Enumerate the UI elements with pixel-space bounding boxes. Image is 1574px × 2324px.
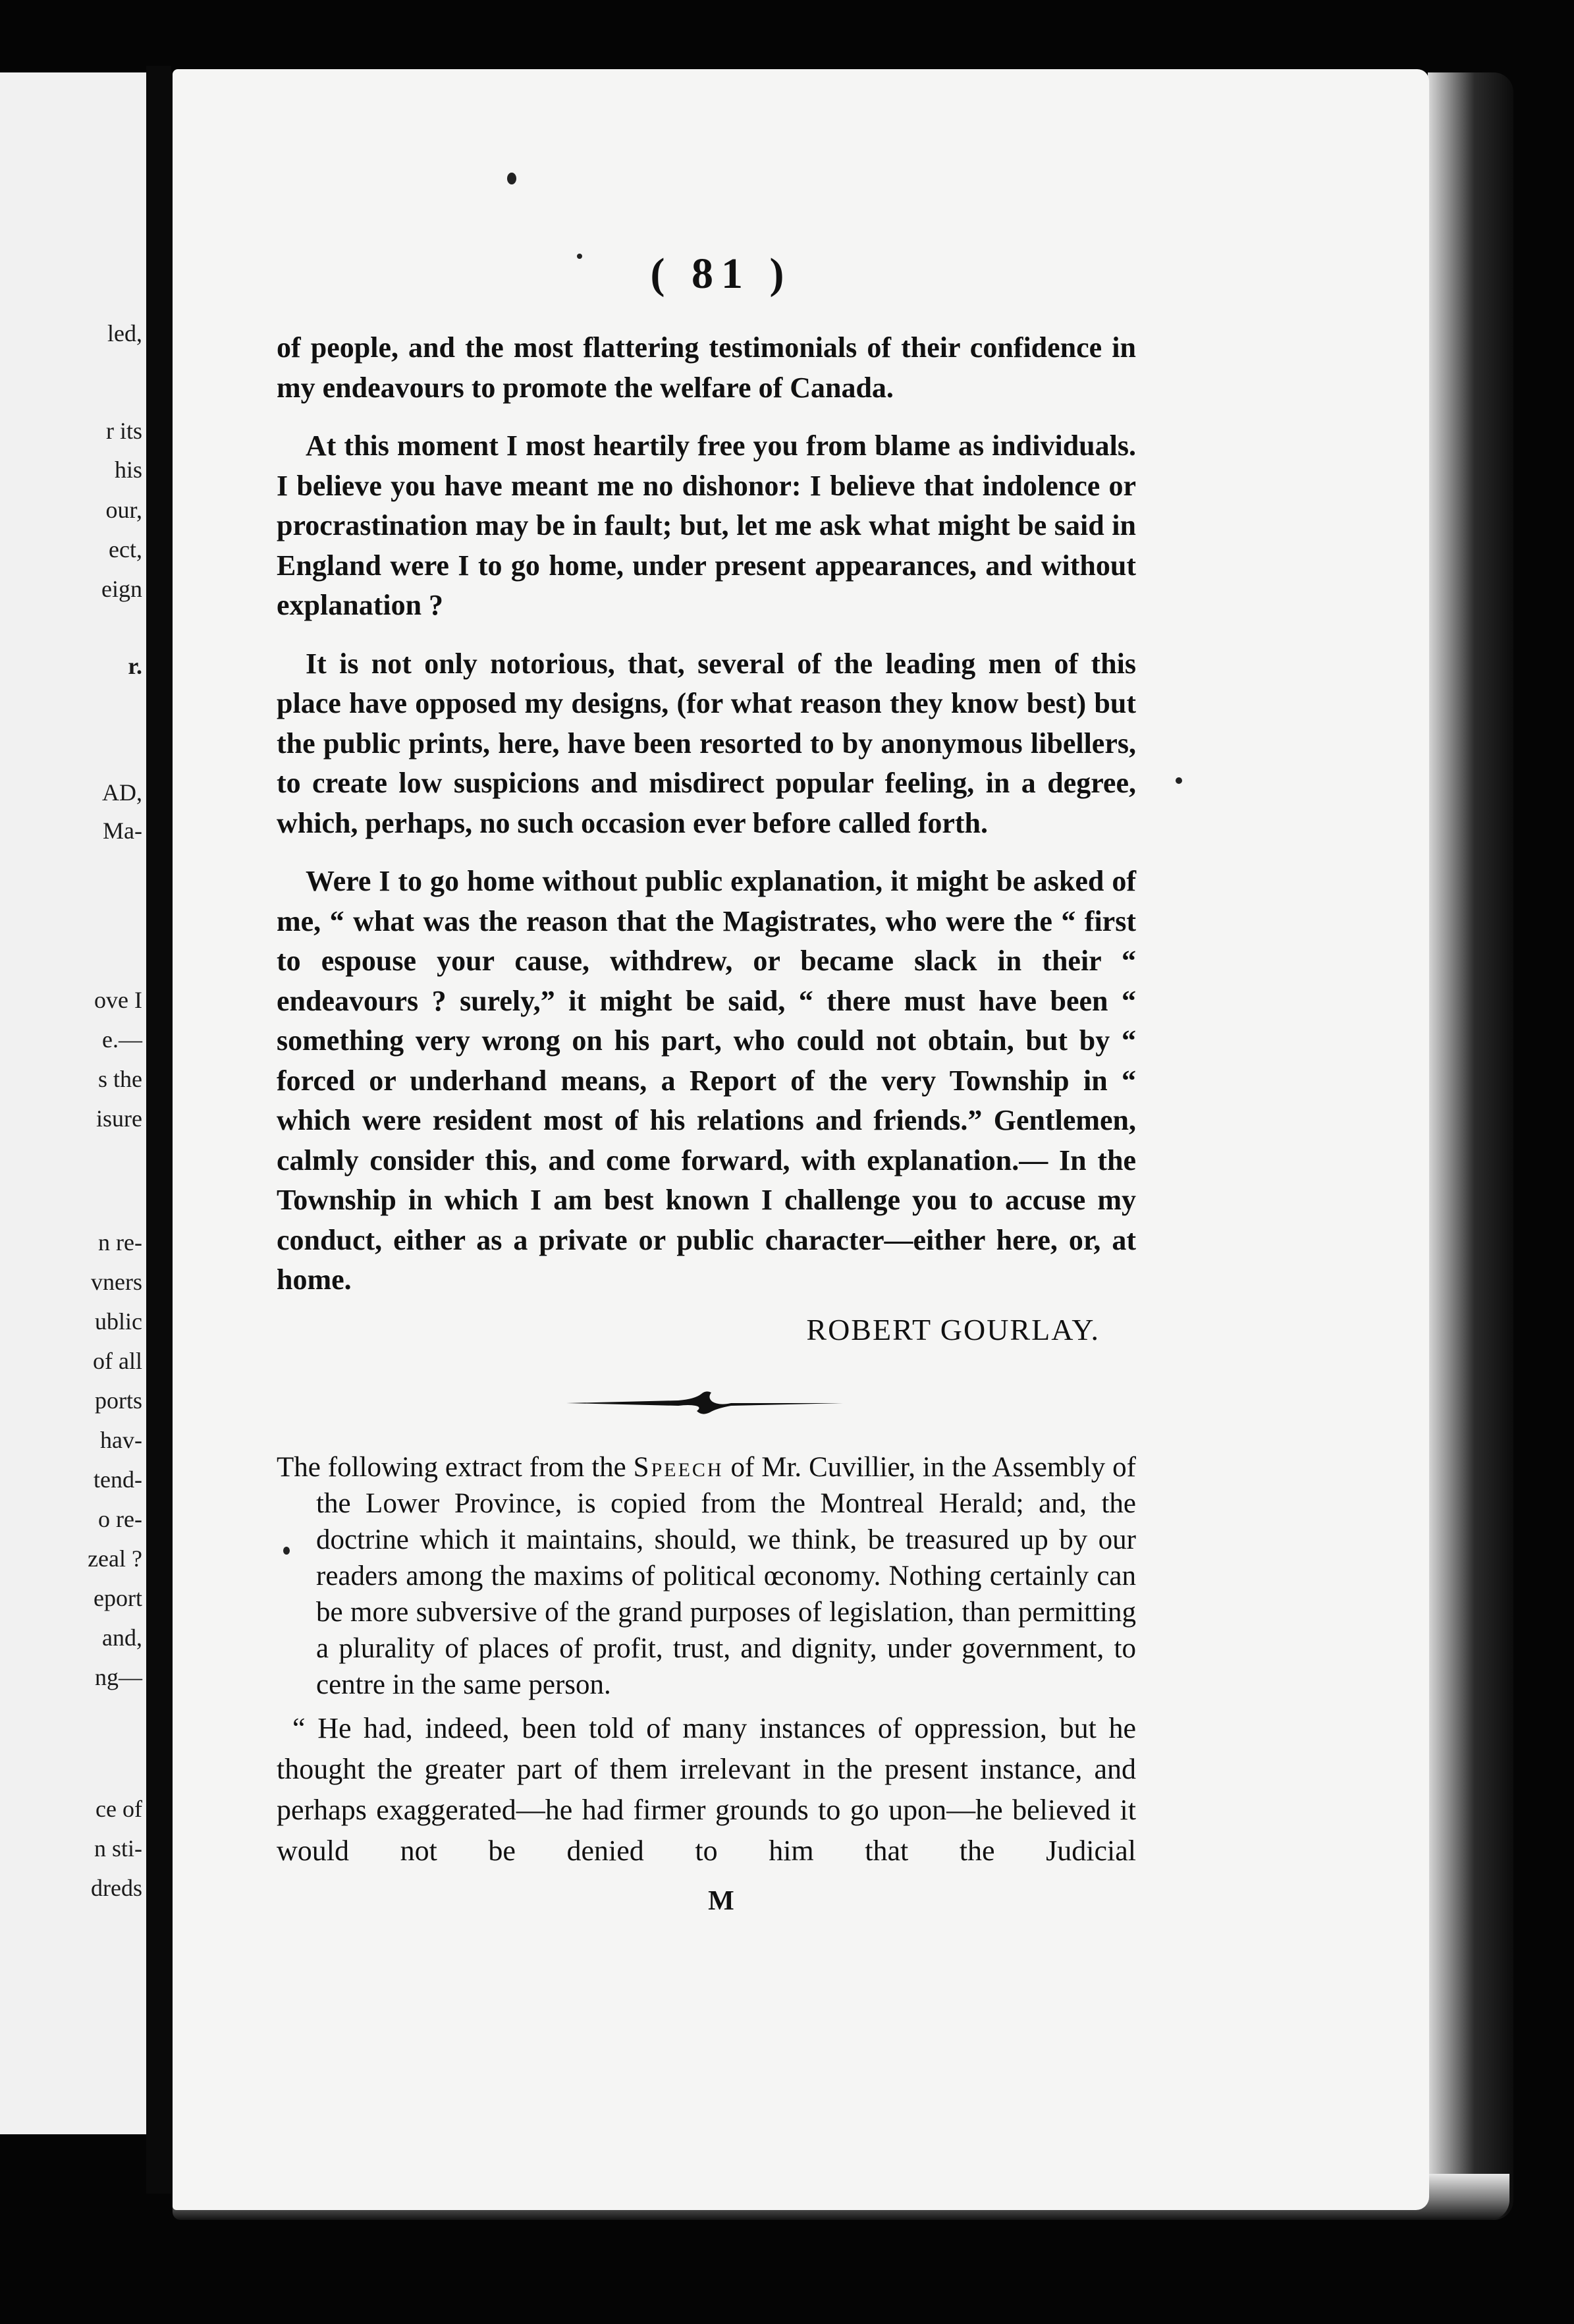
left-line: r. (128, 653, 142, 679)
left-line: o re- (98, 1506, 142, 1532)
paragraph (277, 862, 1136, 1300)
left-line: ports (95, 1387, 142, 1414)
left-line: our, (105, 497, 142, 523)
left-line: zeal ? (88, 1545, 142, 1572)
left-line: n sti- (94, 1835, 142, 1862)
paragraph: of people, and the most flattering testimonials of their confidence in my endeavours to promote the welfare of Canada. (277, 331, 1136, 404)
left-line: his (114, 456, 142, 483)
left-line: dreds (91, 1875, 142, 1901)
paragraph-text: Were I to go home without public explanation, it might be asked of me, “ what was the reason that the Magistrates, who were the “ first to espouse your cause, withdrew, or became slack in their “ endeavours ? surely,” it might be said, “ there must have been “ something very wrong on his part, who could not obtain, but by “ forced or underhand means, a Report of the very Township in “ which were resident most of his relations and friends.” Gentlemen, calmly consider this, and come forward, with explanation.— In the Township in which I am best known I challenge you to accuse my conduct, either as a private or public character—either here, or, at home. (277, 865, 1136, 1296)
extract-intro (277, 1449, 1136, 1703)
left-line: isure (96, 1105, 142, 1132)
book-gutter (146, 66, 171, 2194)
paragraph (277, 426, 1136, 626)
ink-speck (1176, 777, 1182, 784)
speech-extract (277, 1449, 1136, 1871)
paragraph (277, 644, 1136, 844)
extract-intro-text: The following extract from the (277, 1452, 634, 1483)
left-line: r its (105, 418, 142, 444)
page-number: ( 81 ) (650, 250, 792, 298)
extract-quote-text: “ He had, indeed, been told of many instances of oppression, but he thought the greater part of them irrelevant in the present instance, and perhaps exaggerated—he had firmer grounds to go upon—he believed it would not be denied to him that the Judicial (277, 1712, 1136, 1867)
ornament-divider-icon (566, 1389, 843, 1418)
left-line: vners (91, 1269, 142, 1295)
left-line: eport (94, 1585, 142, 1611)
paragraph-text: At this moment I most heartily free you from blame as individuals. I believe you have meant me no dishonor: I believe that indolence or procrastination may be in fault; but, let me ask what might be said in England were I to go home, under present appearances, and without explanation ? (277, 429, 1136, 621)
left-line: tend- (94, 1466, 142, 1493)
letter-body (277, 328, 1136, 1319)
left-line: s the (98, 1066, 142, 1092)
left-line: Ma- (103, 817, 142, 844)
extract-quote (277, 1708, 1136, 1871)
left-line: ove I (94, 987, 142, 1013)
left-line: n re- (98, 1229, 142, 1256)
left-page-fragment (0, 72, 146, 2134)
left-line: ect, (109, 536, 142, 563)
left-line: e.— (102, 1026, 142, 1053)
left-line: led, (107, 320, 142, 346)
left-line: AD, (102, 779, 142, 806)
paragraph-text: It is not only notorious, that, several of the leading men of this place have opposed my designs, (for what reason they know best) but the public prints, here, have been resorted to by anonymous libellers, to create low suspicions and misdirect popular feeling, in a degree, which, perhaps, no such occasion ever before called forth. (277, 647, 1136, 839)
extract-intro-text: of Mr. Cuvillier, in the Assembly of the Lower Province, is copied from the Montreal Herald; and, the doctrine which it maintains, should, we think, be treasured up by our readers among the maxims of political œconomy. Nothing certainly can be more subversive of the grand purposes of legislation, than permitting a plurality of places of profit, trust, and dignity, under government, to centre in the same person. (316, 1452, 1137, 1700)
left-line: eign (101, 576, 142, 602)
ink-speck (577, 254, 582, 259)
left-line: ng— (95, 1664, 142, 1690)
extract-speech-word: Speech (633, 1452, 724, 1483)
left-line: and, (102, 1624, 142, 1651)
ink-speck (507, 173, 516, 184)
left-line: ublic (95, 1308, 142, 1335)
left-line: ce of (95, 1796, 142, 1822)
signature: ROBERT GOURLAY. (806, 1313, 1100, 1346)
ink-speck (283, 1547, 290, 1555)
left-line: of all (93, 1348, 142, 1374)
left-line: hav- (100, 1427, 142, 1453)
signature-mark: M (708, 1886, 734, 1916)
